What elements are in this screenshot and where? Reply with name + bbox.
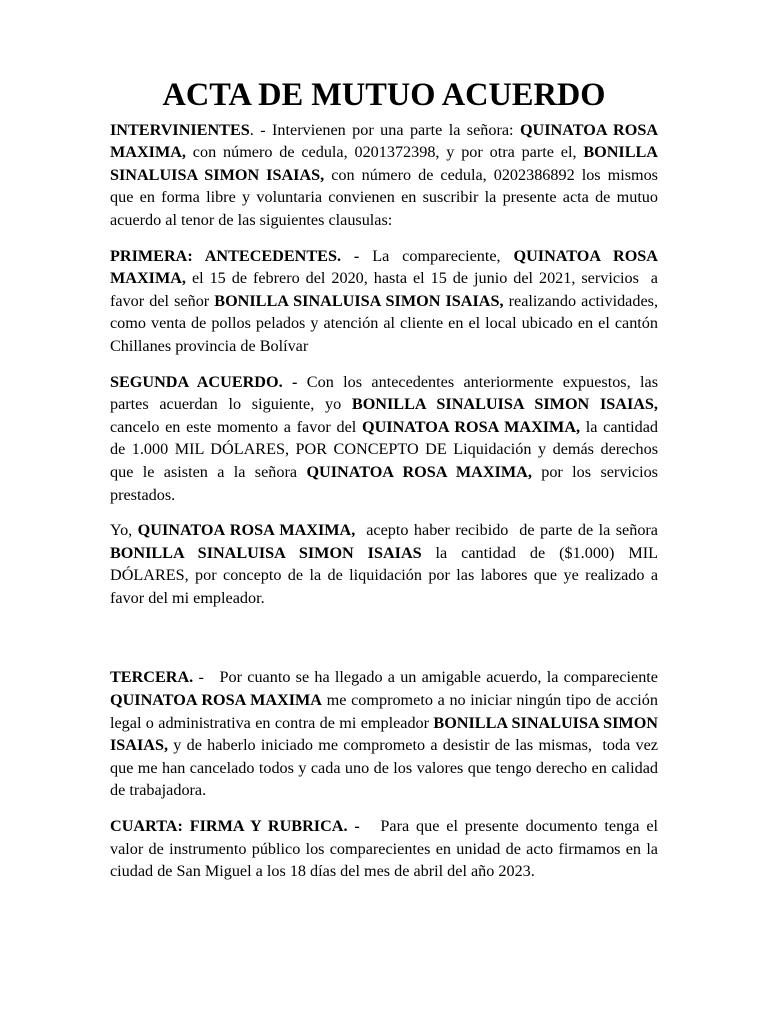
text-segment: Con los antecedentes anteriormente expuestos, las partes acuerdan lo siguiente, yo bbox=[110, 372, 663, 414]
text-segment: me comprometo a no iniciar ningún tipo de acción legal o administrativa en contra de mi empleador bbox=[110, 691, 663, 732]
text-segment: BONILLA SINALUISA SIMON ISAIAS, bbox=[351, 395, 658, 414]
document-title: ACTA DE MUTUO ACUERDO bbox=[162, 77, 606, 113]
paragraph-primera bbox=[110, 245, 663, 358]
document-page bbox=[110, 77, 663, 896]
text-segment: y de haberlo iniciado me comprometo a desistir de las mismas, toda vez que me han cancelado todos y cada uno de los valores que tengo derecho en calidad de trabajadora. bbox=[110, 736, 663, 800]
text-segment: QUINATOA ROSA MAXIMA, bbox=[110, 246, 663, 288]
text-segment: INTERVINIENTES bbox=[110, 120, 250, 139]
text-segment: SEGUNDA ACUERDO bbox=[110, 372, 279, 391]
paragraph-cuarta bbox=[110, 815, 663, 883]
text-segment: con número de cedula, 0202386892 los mismos que en forma libre y voluntaria convienen en suscribir la presente acta de mutuo acuerdo al tenor de las siguientes clausulas: bbox=[110, 165, 663, 229]
text-segment: realizando actividades, como venta de pollos pelados y atención al cliente en el local ubicado en el cantón Chillanes provincia de Bolívar bbox=[110, 291, 663, 355]
text-segment: BONILLA SINALUISA SIMON ISAIAS, bbox=[110, 713, 663, 755]
text-segment: . - bbox=[278, 372, 307, 391]
text-segment: QUINATOA ROSA MAXIMA, bbox=[361, 417, 581, 436]
text-segment: cancelo en este momento a favor del bbox=[110, 395, 663, 436]
text-segment: BONILLA SINALUISA SIMON ISAIAS bbox=[110, 543, 422, 562]
text-segment: La compareciente, bbox=[372, 246, 514, 265]
text-segment: CUARTA: FIRMA Y RUBRICA bbox=[110, 817, 344, 836]
text-segment: el 15 de febrero del 2020, hasta el 15 de junio del 2021, servicios a favor del señor bbox=[110, 269, 663, 310]
text-segment: . - Intervienen por una parte la señora: bbox=[249, 120, 520, 139]
text-segment: TERCERA. bbox=[110, 668, 194, 687]
text-segment: BONILLA SINALUISA SIMON ISAIAS, bbox=[110, 143, 663, 184]
text-segment: . - bbox=[343, 817, 367, 836]
text-segment: Para que el presente documento tenga el valor de instrumento público los comparecientes en unidad de acto firmamos en la ciudad de San Miguel a los 18 días del mes de abril del año 2023. bbox=[110, 817, 663, 881]
text-segment: . - bbox=[336, 246, 373, 265]
text-segment: acepto haber recibido de parte de la señora bbox=[355, 521, 663, 540]
text-segment: la cantidad de ($1.000) MIL DÓLARES, por concepto de la de liquidación por las labores que ye realizado a favor del mi empleador. bbox=[110, 543, 663, 607]
paragraph-declaracion bbox=[110, 519, 663, 609]
text-segment: QUINATOA ROSA MAXIMA, bbox=[306, 462, 532, 481]
text-segment: BONILLA SINALUISA SIMON ISAIAS, bbox=[214, 291, 504, 310]
text-segment: QUINATOA ROSA MAXIMA, bbox=[110, 120, 663, 162]
text-segment: por los servicios prestados. bbox=[110, 462, 663, 504]
paragraph-segunda bbox=[110, 371, 663, 507]
text-segment: QUINATOA ROSA MAXIMA bbox=[110, 691, 322, 710]
text-segment: - Por cuanto se ha llegado a un amigable acuerdo, la compareciente bbox=[193, 668, 663, 687]
text-segment: QUINATOA ROSA MAXIMA, bbox=[137, 521, 356, 540]
text-segment: con número de cedula, 0201372398, y por otra parte el, bbox=[185, 143, 584, 162]
paragraph-tercera bbox=[110, 666, 663, 802]
text-segment: PRIMERA: ANTECEDENTES bbox=[110, 246, 337, 265]
text-segment: la cantidad de 1.000 MIL DÓLARES, POR CONCEPTO DE Liquidación y demás derechos que le asisten a la señora bbox=[110, 417, 663, 481]
paragraph-intervinientes bbox=[110, 119, 663, 232]
text-segment: Yo, bbox=[110, 521, 138, 540]
